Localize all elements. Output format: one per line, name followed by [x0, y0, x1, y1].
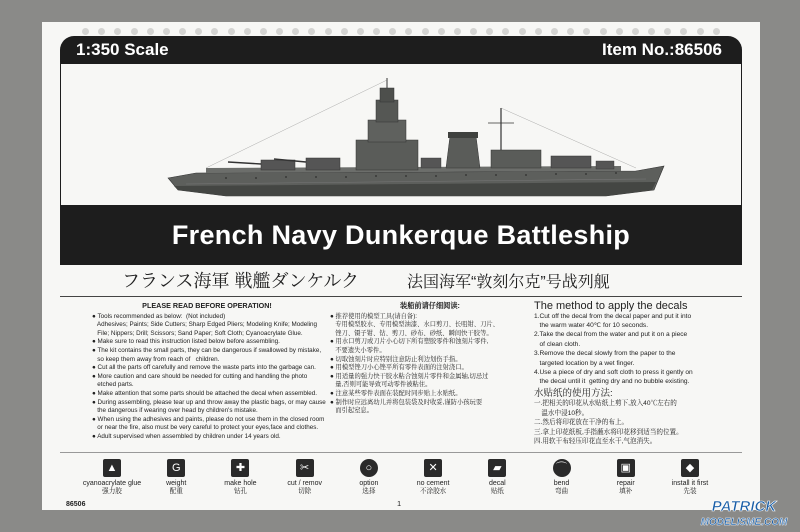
decal-icon: ▰: [488, 459, 506, 477]
legend-label: repair: [616, 480, 635, 487]
install-first-icon: ◆: [681, 459, 699, 477]
chinese-note-line: 专用模型胶水、专用模型油漆、水口剪刀、长咀钳、刀片、: [330, 321, 499, 329]
bend-icon: ⌒: [553, 459, 571, 477]
legend-label: cut / remov: [287, 480, 322, 487]
chinese-note-line: 锉刀、镊子钳、钻、剪刀、砂布、砂纸、瞬间快干胶等。: [330, 329, 493, 337]
chinese-notes-heading: 装船前请仔细阅读:: [400, 301, 460, 310]
decal-cn-heading: 水贴纸的使用方法:: [534, 387, 613, 399]
legend-item: [403, 459, 463, 508]
decal-cn-step-line: 温水中浸10秒。: [534, 409, 589, 417]
legend-item: [596, 459, 656, 508]
english-note-line: Adhesives; Paints; Side Cutters; Sharp Edged Pliers; Modeling Knife; Modeling: [92, 321, 318, 329]
decal-step-line: 2.Take the decal from the water and put it on a piece: [534, 331, 688, 339]
english-note-line: ● During assembling, please tear up and throw away the plastic bags, or may cause: [92, 398, 326, 406]
decal-cn-step-line: 一.把相关的印花从水贴纸上剪下,放入40℃左右的: [534, 400, 677, 408]
subtitle-row: [102, 267, 742, 293]
english-note-line: or near the fire, also must be very careful to protect your eyes,face and clothes.: [92, 424, 319, 432]
cyanoacrylate-glue-icon: ▲: [103, 459, 121, 477]
legend-item: [467, 459, 527, 508]
chinese-note-line: ● 用适量的强力快干胶水粘合蚀刻片零件和金属轴,切忌过: [330, 372, 489, 380]
decal-step-line: the warm water 40℃ for 10 seconds.: [534, 322, 649, 329]
legend-item: [146, 459, 206, 508]
decal-step-line: targeted location by a wet finger.: [534, 359, 635, 367]
legend-label: no cement: [416, 480, 450, 487]
chinese-note-line: 不要遗失小零件。: [330, 346, 386, 354]
legend-label: install it first: [671, 480, 709, 487]
svg-text:MODELISME.COM: MODELISME.COM: [700, 517, 788, 528]
legend-label: cyanoacrylate glue: [82, 480, 142, 487]
instruction-sheet: [42, 22, 760, 510]
chinese-note-line: ● 切取蚀刻片时应特别注意防止利边划伤手指。: [330, 355, 462, 363]
cut-remove-icon: ✂: [296, 459, 314, 477]
header-bar: [60, 36, 742, 64]
chinese-note-line: ● 用模型锉刀小心锉平所有零件表面的注射浇口。: [330, 364, 468, 372]
legend-label: bend: [553, 480, 570, 487]
page-number: 1: [397, 499, 402, 508]
legend-label: weight: [166, 480, 187, 487]
english-note-line: so keep them away from reach of children.: [92, 355, 220, 363]
ship-illustration-frame: [60, 64, 742, 226]
legend-item: [532, 459, 592, 508]
legend-label-cn: 填补: [619, 488, 633, 495]
patrick-modelisme-watermark: [690, 496, 798, 530]
decal-instructions: [534, 302, 748, 446]
english-note-line: ● Make sure to read this instruction listed below before assembling.: [92, 338, 280, 346]
english-note-line: the dangerous if wearing over head by children's mistake.: [92, 407, 258, 415]
english-note-line: etched parts.: [92, 381, 134, 389]
legend-label-cn: 切除: [298, 488, 312, 495]
english-notes: [92, 301, 326, 442]
option-icon: ○: [360, 459, 378, 477]
decal-step-line: 4.Use a piece of dry and soft cloth to press it gently on: [534, 369, 693, 377]
english-note-line: ● Adult supervised when assembled by children under 14 years old.: [92, 432, 281, 440]
chinese-note-line: 量,否则可能导致可动零件被粘住。: [330, 381, 432, 389]
chinese-notes: [330, 302, 530, 416]
english-note-line: File; Nippers; Drill; Scissors; Sand Paper; Soft Cloth; Cyanoacrylate Glue.: [92, 329, 303, 337]
chinese-note-line: ● 制作时应远离幼儿并将包装袋及时收妥,谨防小孩玩耍: [330, 398, 483, 406]
legend-label-cn: 配重: [169, 488, 183, 495]
english-note-line: ● When using the adhesives and paints, please do not use them in the closed room: [92, 415, 325, 423]
legend-label-cn: 强力胶: [102, 488, 122, 495]
legend-item: [339, 459, 402, 508]
chinese-note-line: ● 用水口剪刀或刀片小心切下所有塑胶零件和蚀刻片零件,: [330, 338, 489, 346]
decal-cn-step-line: 四.用软干布轻压印花直至水干,气泡消失。: [534, 438, 657, 446]
chinese-note-line: ● 推荐使用的模型工具(请自备):: [330, 312, 418, 320]
legend-label: option: [359, 480, 379, 487]
english-notes-heading: PLEASE READ BEFORE OPERATION!: [142, 301, 272, 310]
legend-label-cn: 贴纸: [490, 488, 504, 495]
make-hole-icon: ✚: [231, 459, 249, 477]
decal-step-line: 1.Cut off the decal from the decal paper and put it into: [534, 312, 692, 320]
english-note-line: ● Tools recommended as below: (Not included): [92, 312, 226, 320]
section-divider: [60, 296, 742, 297]
legend-label-cn: 钻孔: [233, 488, 248, 495]
english-note-line: ● More caution and care should be needed for cutting and handling the photo: [92, 372, 308, 380]
english-note-line: ● Cut all the parts off carefully and remove the waste parts into the garbage can.: [92, 364, 316, 372]
kit-title: French Navy Dunkerque Battleship: [171, 219, 631, 250]
legend-item: [210, 459, 270, 508]
legend-label-cn: 选择: [362, 488, 376, 495]
scale-label: 1:350 Scale: [76, 40, 169, 59]
decal-step-line: 3.Remove the decal slowly from the paper to the: [534, 350, 676, 358]
english-note-line: ● Make attention that some parts should be attached the decal when assembled.: [92, 389, 318, 397]
decal-cn-step-line: 三.拿上印花纸板,手指蘸水将印花移到适当的位置。: [534, 428, 683, 436]
english-note-line: ● The kit contains the small parts, they can be dangerous if swallowed by mistake,: [92, 346, 322, 354]
legend-label: make hole: [224, 480, 257, 487]
legend-label-cn: 弯曲: [554, 488, 569, 495]
legend-item: [82, 459, 142, 508]
japanese-title: フランス海軍 戦艦ダンケルク: [122, 271, 360, 291]
no-cement-icon: ✕: [424, 459, 442, 477]
item-number: Item No.:86506: [602, 40, 722, 59]
legend-label: decal: [488, 480, 506, 487]
footer-code: 86506: [66, 501, 86, 508]
decal-step-line: of clean cloth.: [534, 340, 581, 348]
repair-icon: ▣: [617, 459, 635, 477]
legend-label-cn: 不涂胶水: [419, 488, 447, 495]
decal-step-line: the decal until it getting dry and no bubble existing.: [534, 378, 690, 386]
legend-item: [275, 459, 335, 508]
legend-label-cn: 先装: [683, 488, 697, 495]
chinese-title: 法国海军“敦刻尔克”号战列舰: [407, 273, 610, 291]
chinese-note-line: 而引起窒息。: [330, 407, 374, 415]
chinese-note-line: ● 注意某些零件表面在装配时同步贴上水贴纸。: [330, 389, 462, 397]
decal-heading: The method to apply the decals: [534, 300, 688, 312]
decal-cn-step-line: 二.然后将印花放在干净的布上。: [534, 419, 629, 427]
weight-icon: G: [167, 459, 185, 477]
svg-text:PATRICK: PATRICK: [711, 498, 777, 515]
title-band: [60, 205, 742, 265]
